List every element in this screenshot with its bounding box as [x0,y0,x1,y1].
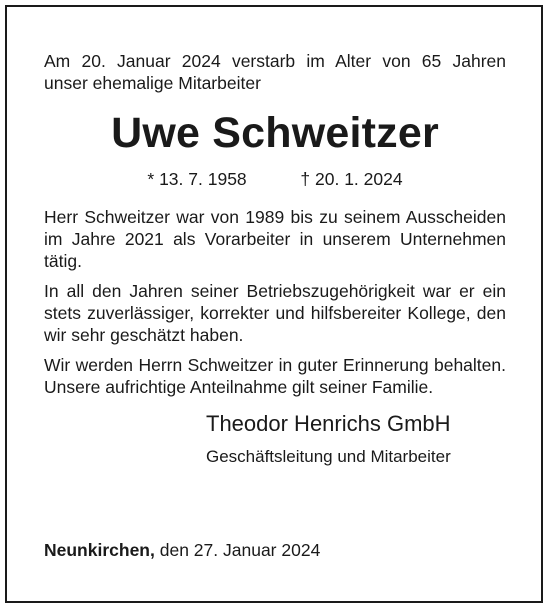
birth-date: * 13. 7. 1958 [147,169,247,189]
place-date-line [44,539,320,561]
place-city: Neunkirchen, [44,540,155,560]
paragraph-condolence: Wir werden Herrn Schweitzer in guter Erinnerung behalten. Unsere aufrichtige Anteilnahme gilt seiner Familie. [44,355,506,397]
signature-block [206,410,506,468]
death-date: † 20. 1. 2024 [300,169,403,189]
intro-line-1: Am 20. Januar 2024 verstarb im Alter von 65 Jahren [44,51,506,71]
place-date: den 27. Januar 2024 [159,540,321,560]
intro-line-2: unser ehemalige Mitarbeiter [44,73,261,93]
company-subline: Geschäftsleitung und Mitarbeiter [206,447,451,466]
life-dates [44,168,506,190]
deceased-name: Uwe Schweitzer [111,109,439,157]
paragraph-colleague: In all den Jahren seiner Betriebszugehörigkeit war er ein stets zuverlässiger, korrekter und hilfsbereiter Kollege, den wir sehr geschätzt haben. [44,281,506,345]
obituary-content [44,50,506,468]
intro-text [44,50,506,94]
company-name: Theodor Henrichs GmbH [206,411,451,436]
paragraph-employment: Herr Schweitzer war von 1989 bis zu seinem Ausscheiden im Jahre 2021 als Vorarbeiter in unserem Unternehmen tätig. [44,207,506,271]
